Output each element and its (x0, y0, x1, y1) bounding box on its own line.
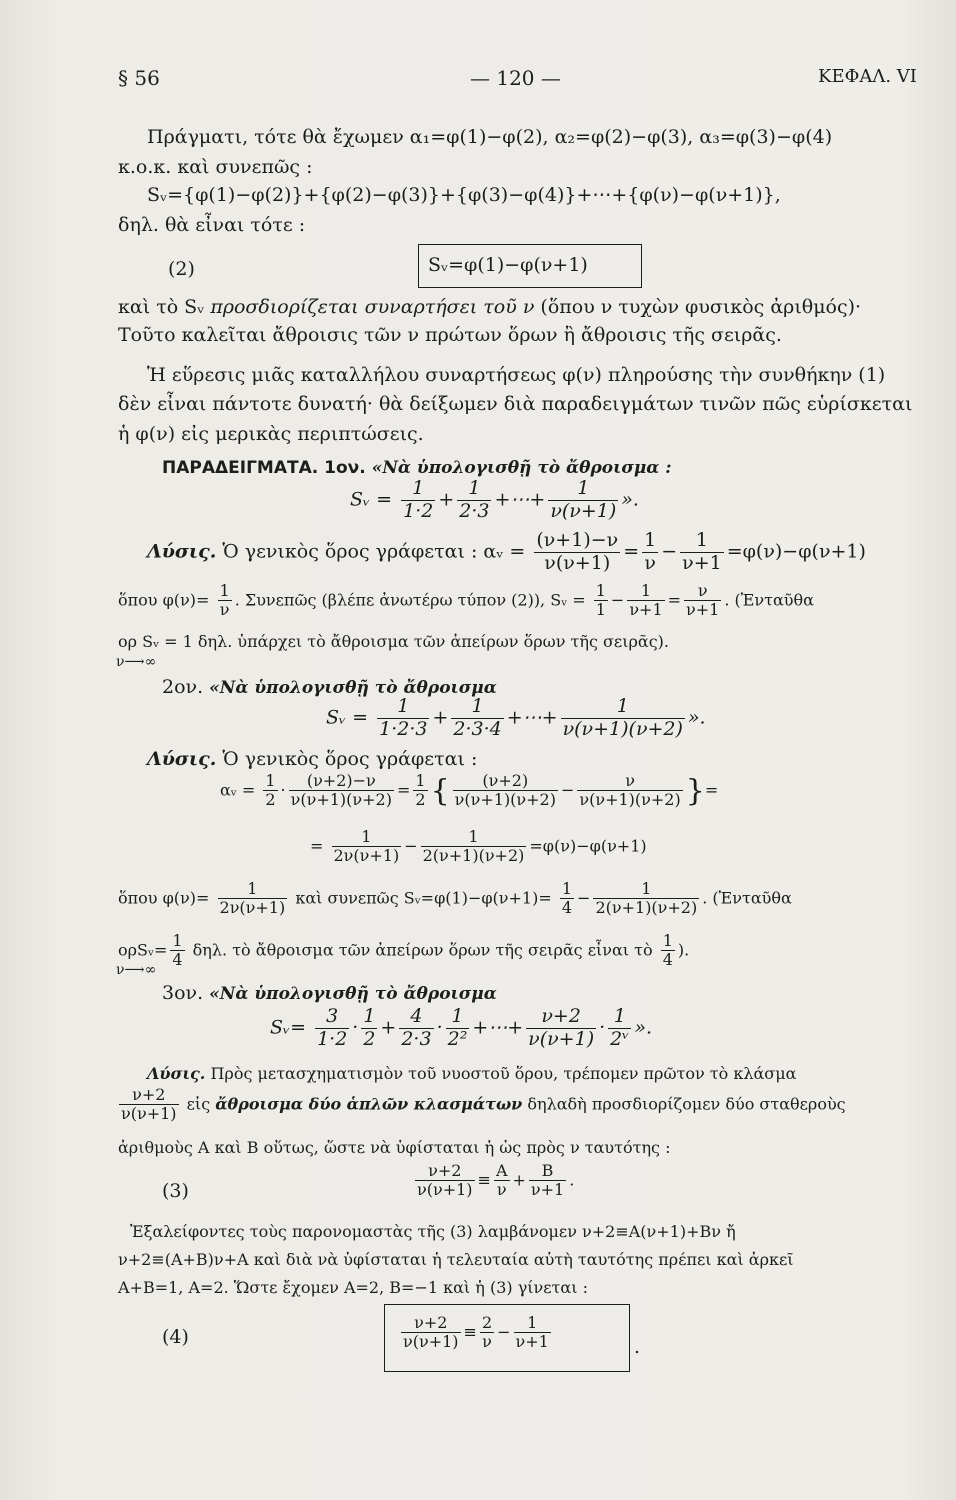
example-1-solution: Λύσις. Ὁ γενικὸς ὅρος γράφεται : αᵥ = $\frac{(\nu+1)-\nu}{\nu(\nu+1)}$ = $\frac{1}{\nu}$ − $\frac{1}{\nu+1}$ =φ(ν)−φ(ν+1) (147, 529, 866, 574)
example-2-heading-line (162, 676, 497, 698)
equation-3-label: (3) (162, 1180, 189, 1202)
intro-line-1: Πράγματι, τότε θὰ ἔχωμεν α₁=φ(1)−φ(2), α₂=φ(2)−φ(3), α₃=φ(3)−φ(4) (147, 126, 833, 148)
fraction: $\frac{\nu+2}{\nu(\nu+1)}$ (121, 1085, 177, 1124)
fraction: $\frac{1}{4}$ (172, 931, 183, 970)
example-3-heading-line (162, 982, 497, 1004)
sum-lhs: Sᵥ= (270, 1016, 307, 1039)
example-1-limit: ορ Sᵥ = 1 δηλ. ὑπάρχει τὸ ἄθροισμα τῶν ἀπείρων ὅρων τῆς σειρᾶς). (118, 632, 669, 651)
example-1-limit-sub: ν⟶∞ (116, 654, 157, 670)
text-italic: ἄθροισμα δύο ἁπλῶν κλασμάτων (215, 1094, 523, 1114)
plus-dots: +⋯+ (472, 1016, 524, 1039)
sum-lhs: Sᵥ = (326, 706, 369, 729)
example-2-limit (118, 932, 689, 970)
example-3-para-line-1: Ἐξαλείφοντες τοὺς παρονομαστὰς τῆς (3) λαμβάνομεν ν+2≡Α(ν+1)+Βν ἤ (130, 1222, 736, 1241)
paragraph-2-line-1: Ἡ εὕρεσις μιᾶς καταλλήλου συναρτήσεως φ(ν) πληρούσης τὴν συνθήκην (1) (147, 364, 886, 386)
paragraph-1-line-1 (118, 296, 861, 318)
sum-end: ». (621, 488, 639, 511)
example-1-where: ὅπου φ(ν)= $\frac{1}{\nu}$ . Συνεπῶς (βλέπε ἀνωτέρω τύπον (2)), Sᵥ = $\frac{1}{1}$ − $\frac{1}{\nu+1}$ = $\frac{\nu}{\nu+1}$ . (Ἐνταῦθα (118, 581, 814, 620)
identity-sign: ≡ (463, 1322, 477, 1342)
fraction: $\frac{1}{\nu(\nu+1)(\nu+2)}$ (562, 695, 683, 740)
intro-line-2: κ.ο.κ. καὶ συνεπῶς : (118, 156, 313, 178)
example-2-heading: 2ον. (162, 676, 204, 698)
p1-text-a: καὶ τὸ Sᵥ (118, 296, 211, 318)
fraction: $\frac{\nu}{\nu(\nu+1)(\nu+2)}$ (579, 771, 681, 810)
limit-text: δηλ. τὸ ἄθροισμα τῶν ἀπείρων ὅρων τῆς σειρᾶς εἶναι τὸ (192, 940, 653, 960)
fraction: $\frac{1}{2}$ (363, 1005, 376, 1050)
fraction: $\frac{1}{2}$ (265, 771, 276, 810)
fraction: $\frac{1}{\nu+1}$ (629, 581, 663, 620)
term-lhs: αᵥ = (220, 780, 256, 800)
example-2-solution (147, 748, 477, 770)
fraction: $\frac{1}{1\cdot 2}$ (403, 477, 434, 522)
fraction: $\frac{4}{2\cdot 3}$ (401, 1005, 432, 1050)
equation-2-formula: Sᵥ=φ(1)−φ(ν+1) (428, 254, 588, 276)
fraction: $\frac{1}{\text{2²}}$ (447, 1005, 468, 1050)
example-2-task: «Νὰ ὑπολογισθῇ τὸ ἄθροισμα (209, 678, 497, 698)
equation-3: $\frac{\nu+2}{\nu(\nu+1)}$ ≡ $\frac{A}{\nu}$ + $\frac{B}{\nu+1}$ . (417, 1161, 575, 1200)
fraction: $\frac{A}{\nu}$ (495, 1161, 508, 1200)
paragraph-2-line-3: ἡ φ(ν) εἰς μερικὰς περιπτώσεις. (118, 423, 424, 445)
text: δηλαδὴ προσδιορίζομεν δύο σταθεροὺς (522, 1094, 846, 1114)
fraction: $\frac{\nu+2}{\nu(\nu+1)}$ (417, 1161, 473, 1200)
example-1-task: «Νὰ ὑπολογισθῇ τὸ ἄθροισμα : (371, 458, 672, 478)
fraction: $\frac{1}{\nu+1}$ (682, 529, 722, 574)
fraction: $\frac{\nu+2}{\nu(\nu+1)}$ (403, 1313, 459, 1352)
eq-end: . (569, 1170, 575, 1190)
fraction: $\frac{B}{\nu+1}$ (530, 1161, 565, 1200)
solution-label: Λύσις. (147, 1064, 206, 1083)
fraction: $\frac{1}{\nu}$ (644, 529, 657, 574)
example-2-derivation-2: = $\frac{1}{2\nu(\nu+1)}$ − $\frac{1}{2(\nu+1)(\nu+2)}$ =φ(ν)−φ(ν+1) (310, 827, 647, 866)
example-3-para-line-3: Α+Β=1, Α=2. Ὥστε ἔχομεν Α=2, Β=−1 καὶ ἡ (3) γίνεται : (118, 1278, 588, 1297)
fraction: $\frac{\nu}{\nu+1}$ (686, 581, 720, 620)
example-2-derivation-1: αᵥ = $\frac{1}{2}$ · $\frac{(\nu+2)-\nu}{\nu(\nu+1)(\nu+2)}$ = $\frac{1}{2}$ { $\frac{(\nu+2)}{\nu(\nu+1)(\nu+2)}$ − $\frac{\nu}{\nu(\nu+1)(\nu+2)}$ }= (220, 771, 719, 810)
fraction: $\frac{1}{2\nu(\nu+1)}$ (219, 879, 286, 918)
solution-end: =φ(ν)−φ(ν+1) (726, 540, 866, 563)
where-end: . (Ἐνταῦθα (702, 888, 792, 908)
derivation-end: =φ(ν)−φ(ν+1) (529, 836, 647, 856)
equation-2-label: (2) (168, 258, 195, 280)
limit-pre: ορSᵥ= (118, 940, 168, 960)
fraction: $\frac{(\nu+1)-\nu}{\nu(\nu+1)}$ (536, 529, 619, 574)
equation-4-label: (4) (162, 1326, 189, 1348)
plus-dots: +⋯+ (494, 488, 546, 511)
sum-end: ». (687, 706, 706, 729)
where-mid: καὶ συνεπῶς Sᵥ=φ(1)−φ(ν+1)= (295, 888, 552, 908)
fraction: $\frac{1}{2(\nu+1)(\nu+2)}$ (595, 879, 698, 918)
fraction: $\frac{2}{\nu}$ (481, 1313, 493, 1352)
sum-lhs: Sᵥ = (350, 488, 393, 511)
p1-text-italic: προσδιορίζεται συναρτήσει τοῦ ν (210, 296, 535, 318)
example-2-where: ὅπου φ(ν)= $\frac{1}{2\nu(\nu+1)}$ καὶ συνεπῶς Sᵥ=φ(1)−φ(ν+1)= $\frac{1}{4}$ − $\frac{1}{2(\nu+1)(\nu+2)}$ . (Ἐνταῦθα (118, 879, 792, 918)
paragraph-1-line-2: Τοῦτο καλεῖται ἄθροισις τῶν ν πρώτων ὅρων ἢ ἄθροισις τῆς σειρᾶς. (118, 324, 782, 346)
fraction: $\frac{1}{2(\nu+1)(\nu+2)}$ (422, 827, 525, 866)
example-3-line-3: ἀριθμοὺς Α καὶ Β οὕτως, ὥστε νὰ ὑφίσταται ἡ ὡς πρὸς ν ταυτότης : (118, 1138, 671, 1157)
intro-line-3: Sᵥ={φ(1)−φ(2)}+{φ(2)−φ(3)}+{φ(3)−φ(4)}+⋯+{φ(ν)−φ(ν+1)}, (147, 184, 781, 206)
fraction: $\frac{3}{1\cdot 2}$ (317, 1005, 348, 1050)
fraction: $\frac{1}{\nu}$ (219, 581, 230, 620)
example-2-limit-sub: ν⟶∞ (116, 962, 157, 978)
solution-text: Ὁ γενικὸς ὅρος γράφεται : (222, 748, 478, 770)
intro-line-4: δηλ. θὰ εἶναι τότε : (118, 214, 306, 236)
fraction: $\frac{1}{2\nu(\nu+1)}$ (333, 827, 400, 866)
identity-sign: ≡ (477, 1170, 491, 1190)
fraction: $\frac{1}{2\cdot 3}$ (459, 477, 490, 522)
example-3-heading: 3ον. (162, 982, 204, 1004)
examples-heading: ΠΑΡΑΔΕΙΓΜΑΤΑ. 1ον. (162, 458, 366, 478)
fraction: $\frac{1}{2}$ (415, 771, 426, 810)
p1-text-c: (ὅπου ν τυχὼν φυσικὸς ἀριθμός)· (534, 296, 862, 318)
example-3-para-line-2: ν+2≡(Α+Β)ν+Α καὶ διὰ νὰ ὑφίσταται ἡ τελευταία αὐτὴ ταυτότης πρέπει καὶ ἀρκεῖ (118, 1250, 794, 1269)
solution-text: Ὁ γενικὸς ὅρος γράφεται : αᵥ = (222, 540, 526, 563)
sum-end: ». (634, 1016, 652, 1039)
equation-4: $\frac{\nu+2}{\nu(\nu+1)}$ ≡ $\frac{2}{\nu}$ − $\frac{1}{\nu+1}$ (403, 1313, 549, 1352)
where-text: ὅπου φ(ν)= (118, 888, 210, 908)
solution-text: Πρὸς μετασχηματισμὸν τοῦ νυοστοῦ ὅρου, τρέπομεν πρῶτον τὸ κλάσμα (210, 1064, 797, 1083)
equation-4-end: . (634, 1336, 641, 1358)
fraction: $\frac{1}{4}$ (561, 879, 573, 918)
text: εἰς (186, 1094, 216, 1114)
fraction: $\frac{(\nu+2)-\nu}{\nu(\nu+1)(\nu+2)}$ (290, 771, 392, 810)
chapter-title: ΚΕΦΑΛ. VI (818, 66, 917, 87)
example-3-fraction-line (116, 1086, 846, 1124)
example-3-sum: Sᵥ= $\frac{3}{1\cdot 2}$ · $\frac{1}{2}$ + $\frac{4}{2\cdot 3}$ · $\frac{1}{\text{2²}}$ +⋯+ $\frac{\nu+2}{\nu(\nu+1)}$ · $\frac{1}{\text{2ᵛ}}$ ». (270, 1005, 652, 1050)
equals: = (310, 836, 324, 856)
example-1-heading-line (162, 456, 672, 478)
plus-dots: +⋯+ (506, 706, 558, 729)
example-2-sum: Sᵥ = $\frac{1}{1\cdot 2\cdot 3}$ + $\frac{1}{2\cdot 3\cdot 4}$ +⋯+ $\frac{1}{\nu(\nu+1)(\nu+2)}$ ». (326, 695, 706, 740)
solution-label: Λύσις. (147, 748, 217, 770)
fraction: $\frac{1}{1}$ (595, 581, 606, 620)
where-text: ὅπου φ(ν)= (118, 590, 210, 610)
limit-end: ). (677, 940, 690, 960)
example-1-sum: Sᵥ = $\frac{1}{1\cdot 2}$ + $\frac{1}{2\cdot 3}$ +⋯+ $\frac{1}{\nu(\nu+1)}$ ». (350, 477, 639, 522)
fraction: $\frac{1}{\nu+1}$ (515, 1313, 549, 1352)
where-end: . (Ἐνταῦθα (724, 590, 814, 610)
fraction: $\frac{1}{\text{2ᵛ}}$ (610, 1005, 630, 1050)
example-3-task: «Νὰ ὑπολογισθῇ τὸ ἄθροισμα (209, 984, 497, 1004)
fraction: $\frac{1}{1\cdot 2\cdot 3}$ (379, 695, 428, 740)
section-number: § 56 (118, 66, 160, 90)
example-3-solution (147, 1064, 796, 1083)
fraction: $\frac{1}{\nu(\nu+1)}$ (550, 477, 617, 522)
fraction: $\frac{1}{4}$ (662, 931, 673, 970)
fraction: $\frac{(\nu+2)}{\nu(\nu+1)(\nu+2)}$ (454, 771, 556, 810)
where-mid: . Συνεπῶς (βλέπε ἀνωτέρω τύπον (2)), Sᵥ = (234, 590, 586, 610)
page-number: — 120 — (470, 66, 561, 90)
fraction: $\frac{1}{2\cdot 3\cdot 4}$ (453, 695, 502, 740)
fraction: $\frac{\nu+2}{\nu(\nu+1)}$ (528, 1005, 595, 1050)
paragraph-2-line-2: δὲν εἶναι πάντοτε δυνατή· θὰ δείξωμεν διὰ παραδειγμάτων τινῶν πῶς εὑρίσκεται (118, 393, 913, 415)
solution-label: Λύσις. (147, 540, 217, 563)
